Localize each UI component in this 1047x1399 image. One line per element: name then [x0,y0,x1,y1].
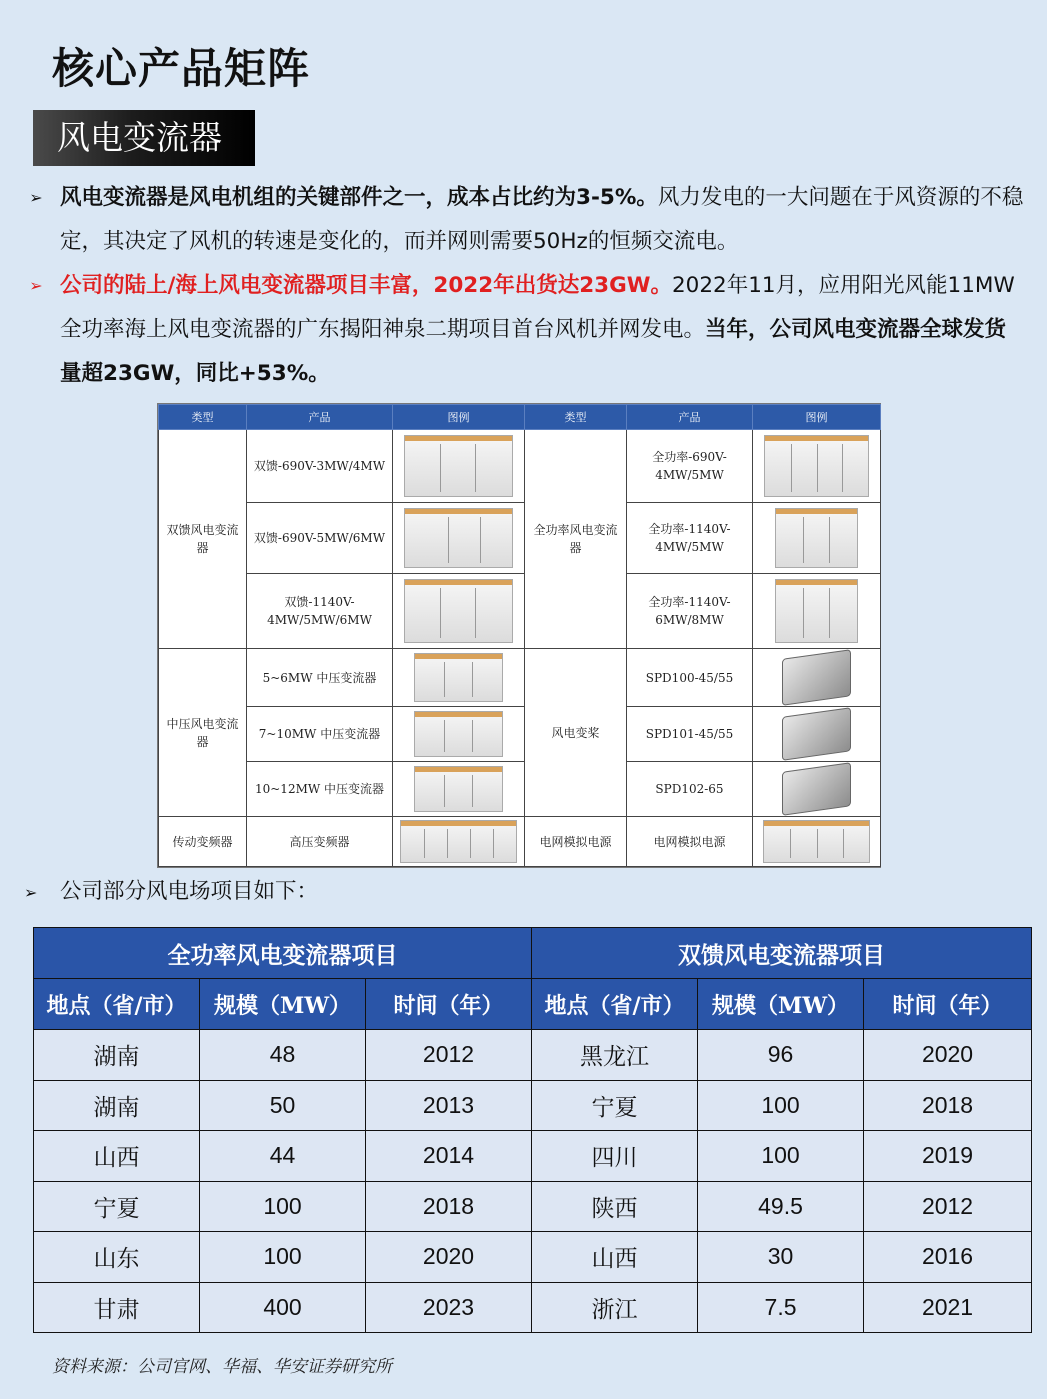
product-name: 全功率-690V-4MW/5MW [627,430,753,503]
header-product: 产品 [247,405,393,430]
table-cell: 100 [200,1232,366,1283]
table-cell: 2014 [366,1131,532,1182]
table-cell: 400 [200,1282,366,1333]
bullet-2-text: 2022年11月，应用阳光风能11MW全功率海上风电变流器的广东揭阳神泉二期项目首台风机并网发电。 [60,273,1015,342]
source-note: 资料来源：公司官网、华福、华安证券研究所 [52,1357,392,1377]
table-cell: 2012 [366,1030,532,1081]
column-header: 地点（省/市） [34,979,200,1030]
table-cell: 2020 [864,1030,1032,1081]
cabinet-image [753,503,881,574]
table-cell: 宁夏 [34,1181,200,1232]
table-cell: 49.5 [698,1181,864,1232]
cabinet-image [753,574,881,649]
table-cell: 2018 [366,1181,532,1232]
table-cell: 7.5 [698,1282,864,1333]
arrow-bullet-icon: ➢ [24,883,38,902]
cabinet-image [393,649,525,707]
bullet-3 [24,872,318,913]
table-cell: 50 [200,1080,366,1131]
column-header: 时间（年） [864,979,1032,1030]
column-header: 地点（省/市） [532,979,698,1030]
product-name: 全功率-1140V-6MW/8MW [627,574,753,649]
bullet-3-text: 公司部分风电场项目如下： [60,879,319,904]
product-name: 双馈-690V-5MW/6MW [247,503,393,574]
section-tag: 风电变流器 [33,110,255,166]
table-cell: 陕西 [532,1181,698,1232]
cabinet-image [753,430,881,503]
bullet-1-bold: 风电变流器是风电机组的关键部件之一，成本占比约为3-5%。 [60,185,658,210]
table-row [34,1080,1032,1131]
table-cell: 湖南 [34,1030,200,1081]
bullet-1-text: 风力发电的一大问题在于风资源的不稳定，其决定了风机的转速是变化的，而并网则需要50Hz的恒频交流电。 [60,185,1024,254]
table-row [34,1232,1032,1283]
table-cell: 甘肃 [34,1282,200,1333]
table-cell: 2016 [864,1232,1032,1283]
project-table-body [34,1030,1032,1333]
bullet-2-bold: 当年，公司风电变流器全球发货量超23GW，同比+53%。 [60,317,1007,386]
table-cell: 湖南 [34,1080,200,1131]
product-name: 电网模拟电源 [627,817,753,867]
bullet-1 [24,176,1024,264]
product-name: 10~12MW 中压变流器 [247,762,393,817]
table-cell: 2019 [864,1131,1032,1182]
table-cell: 山西 [34,1131,200,1182]
group-pitch: 风电变桨 [525,649,627,817]
table-cell: 2021 [864,1282,1032,1333]
cabinet-image [393,503,525,574]
table-row [34,1181,1032,1232]
product-name: 双馈-690V-3MW/4MW [247,430,393,503]
header-image: 图例 [393,405,525,430]
table-cell: 44 [200,1131,366,1182]
product-name: 7~10MW 中压变流器 [247,707,393,762]
table-cell: 浙江 [532,1282,698,1333]
project-table [33,927,1032,1333]
header-type: 类型 [159,405,247,430]
column-header: 规模（MW） [698,979,864,1030]
table-cell: 100 [200,1181,366,1232]
table-cell: 48 [200,1030,366,1081]
cabinet-image [393,707,525,762]
header-type: 类型 [525,405,627,430]
product-name: SPD100-45/55 [627,649,753,707]
table-cell: 2020 [366,1232,532,1283]
bullet-list [24,176,1024,396]
bullet-2 [24,264,1024,396]
table-cell: 2012 [864,1181,1032,1232]
product-name: 全功率-1140V-4MW/5MW [627,503,753,574]
product-name: 5~6MW 中压变流器 [247,649,393,707]
group-header-full-power: 全功率风电变流器项目 [34,928,532,979]
product-name: SPD102-65 [627,762,753,817]
product-matrix [157,403,881,868]
product-name: SPD101-45/55 [627,707,753,762]
pitch-module-image [753,649,881,707]
table-row [34,1282,1032,1333]
group-header-dfig: 双馈风电变流器项目 [532,928,1032,979]
cabinet-image [393,430,525,503]
table-cell: 山东 [34,1232,200,1283]
pitch-module-image [753,707,881,762]
group-dfig: 双馈风电变流器 [159,430,247,649]
group-full: 全功率风电变流器 [525,430,627,649]
bullet-2-highlight: 公司的陆上/海上风电变流器项目丰富，2022年出货达23GW。 [60,273,672,298]
table-cell: 宁夏 [532,1080,698,1131]
cabinet-image [393,762,525,817]
table-cell: 100 [698,1080,864,1131]
table-cell: 2023 [366,1282,532,1333]
column-header: 规模（MW） [200,979,366,1030]
table-row [34,1030,1032,1081]
table-row [34,1131,1032,1182]
group-grid: 电网模拟电源 [525,817,627,867]
pitch-module-image [753,762,881,817]
arrow-bullet-icon: ➢ [29,276,43,295]
header-image: 图例 [753,405,881,430]
table-cell: 四川 [532,1131,698,1182]
product-name: 双馈-1140V-4MW/5MW/6MW [247,574,393,649]
cabinet-image [393,574,525,649]
arrow-bullet-icon: ➢ [29,188,43,207]
table-cell: 2013 [366,1080,532,1131]
table-cell: 100 [698,1131,864,1182]
table-cell: 2018 [864,1080,1032,1131]
product-name: 高压变频器 [247,817,393,867]
table-cell: 山西 [532,1232,698,1283]
column-header: 时间（年） [366,979,532,1030]
table-cell: 96 [698,1030,864,1081]
table-cell: 30 [698,1232,864,1283]
page-title: 核心产品矩阵 [52,44,311,93]
table-cell: 黑龙江 [532,1030,698,1081]
group-drive: 传动变频器 [159,817,247,867]
cabinet-image [753,817,881,867]
group-mv: 中压风电变流器 [159,649,247,817]
header-product: 产品 [627,405,753,430]
cabinet-image [393,817,525,867]
